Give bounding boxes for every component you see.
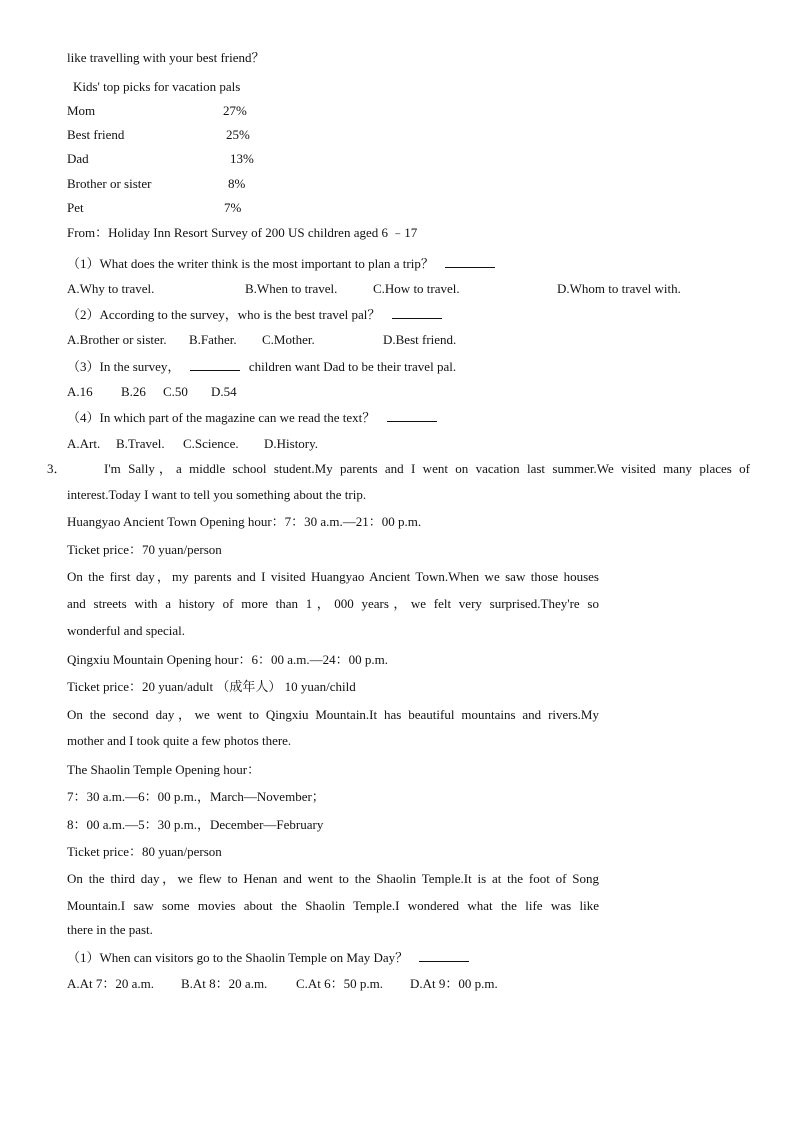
answer-blank[interactable] — [419, 949, 469, 962]
opening-hour: Qingxiu Mountain Opening hour：6：00 a.m.—24：00 p.m. — [67, 652, 389, 667]
passage-line: On the third day，we flew to Henan and went to the Shaolin Temple.It is at the foot of Song — [67, 871, 599, 886]
passage-line: Mountain.I saw some movies about the Shaolin Temple.I wondered what the life was like — [67, 898, 599, 913]
question-stem — [67, 255, 495, 272]
option-b[interactable]: B.26 — [121, 384, 146, 399]
option-c[interactable]: C.How to travel. — [373, 281, 460, 296]
survey-value: 8% — [228, 176, 246, 191]
passage-line: there in the past. — [67, 922, 153, 937]
survey-value: 27% — [223, 103, 247, 118]
option-d[interactable]: D.Whom to travel with. — [557, 281, 681, 296]
passage-intro-line: I'm Sally，a middle school student.My parents and I went on vacation last summer.We visited many places of — [104, 461, 750, 476]
question-stem-before: （3）In the survey， — [67, 359, 181, 374]
hours-line: 8：00 a.m.—5：30 p.m.，December—February — [67, 817, 324, 832]
passage-line: wonderful and special. — [67, 623, 186, 638]
passage-line: mother and I took quite a few photos there. — [67, 733, 292, 748]
option-a[interactable]: A.16 — [67, 384, 93, 399]
passage-line: On the first day，my parents and I visited Huangyao Ancient Town.When we saw those houses — [67, 569, 599, 584]
ticket-price: Ticket price：80 yuan/person — [67, 844, 222, 859]
question-stem — [67, 949, 469, 966]
survey-value: 13% — [230, 151, 254, 166]
survey-value: 7% — [224, 200, 242, 215]
option-a[interactable]: A.Brother or sister. — [67, 332, 167, 347]
passage-line: On the second day，we went to Qingxiu Mountain.It has beautiful mountains and rivers.My — [67, 707, 599, 722]
passage-intro-line: interest.Today I want to tell you something about the trip. — [67, 487, 367, 502]
option-b[interactable]: B.Travel. — [116, 436, 165, 451]
option-c[interactable]: C.50 — [163, 384, 188, 399]
question-stem-text: （2）According to the survey，who is the best travel pal？ — [67, 307, 381, 322]
question-stem — [67, 358, 456, 375]
answer-blank[interactable] — [392, 306, 442, 319]
option-c[interactable]: C.Science. — [183, 436, 239, 451]
ticket-price: Ticket price：70 yuan/person — [67, 542, 222, 557]
survey-label: Pet — [67, 200, 84, 215]
option-c[interactable]: C.Mother. — [262, 332, 315, 347]
option-d[interactable]: D.Best friend. — [383, 332, 457, 347]
question-stem — [67, 306, 442, 323]
hours-line: 7：30 a.m.—6：00 p.m.，March—November； — [67, 789, 325, 804]
intro-tail: like travelling with your best friend？ — [67, 50, 265, 65]
ticket-price: Ticket price：20 yuan/adult （成年人） 10 yuan/child — [67, 679, 356, 694]
question-stem-text: （1）When can visitors go to the Shaolin Temple on May Day？ — [67, 950, 409, 965]
survey-source: From：Holiday Inn Resort Survey of 200 US children aged 6 ﹣17 — [67, 225, 418, 240]
answer-blank[interactable] — [387, 409, 437, 422]
question-number: 3． — [47, 461, 67, 476]
passage-line: and streets with a history of more than 1，000 years，we felt very surprised.They're so — [67, 596, 599, 611]
option-a[interactable]: A.Why to travel. — [67, 281, 155, 296]
survey-value: 25% — [226, 127, 250, 142]
option-d[interactable]: D.At 9：00 p.m. — [410, 976, 498, 991]
question-stem — [67, 409, 437, 426]
answer-blank[interactable] — [445, 255, 495, 268]
option-b[interactable]: B.Father. — [189, 332, 237, 347]
survey-label: Dad — [67, 151, 89, 166]
survey-label: Brother or sister — [67, 176, 152, 191]
question-stem-text: （1）What does the writer think is the most important to plan a trip？ — [67, 256, 434, 271]
option-b[interactable]: B.At 8：20 a.m. — [181, 976, 268, 991]
opening-hour: Huangyao Ancient Town Opening hour：7：30 a.m.—21：00 p.m. — [67, 514, 422, 529]
answer-blank[interactable] — [190, 358, 240, 371]
opening-hour: The Shaolin Temple Opening hour： — [67, 762, 261, 777]
option-d[interactable]: D.History. — [264, 436, 319, 451]
question-stem-after: children want Dad to be their travel pal. — [248, 359, 457, 374]
option-a[interactable]: A.Art. — [67, 436, 101, 451]
survey-label: Best friend — [67, 127, 125, 142]
option-b[interactable]: B.When to travel. — [245, 281, 338, 296]
option-d[interactable]: D.54 — [211, 384, 237, 399]
option-a[interactable]: A.At 7：20 a.m. — [67, 976, 155, 991]
option-c[interactable]: C.At 6：50 p.m. — [296, 976, 384, 991]
question-stem-text: （4）In which part of the magazine can we read the text？ — [67, 410, 376, 425]
survey-title: Kids' top picks for vacation pals — [73, 79, 241, 94]
survey-label: Mom — [67, 103, 96, 118]
